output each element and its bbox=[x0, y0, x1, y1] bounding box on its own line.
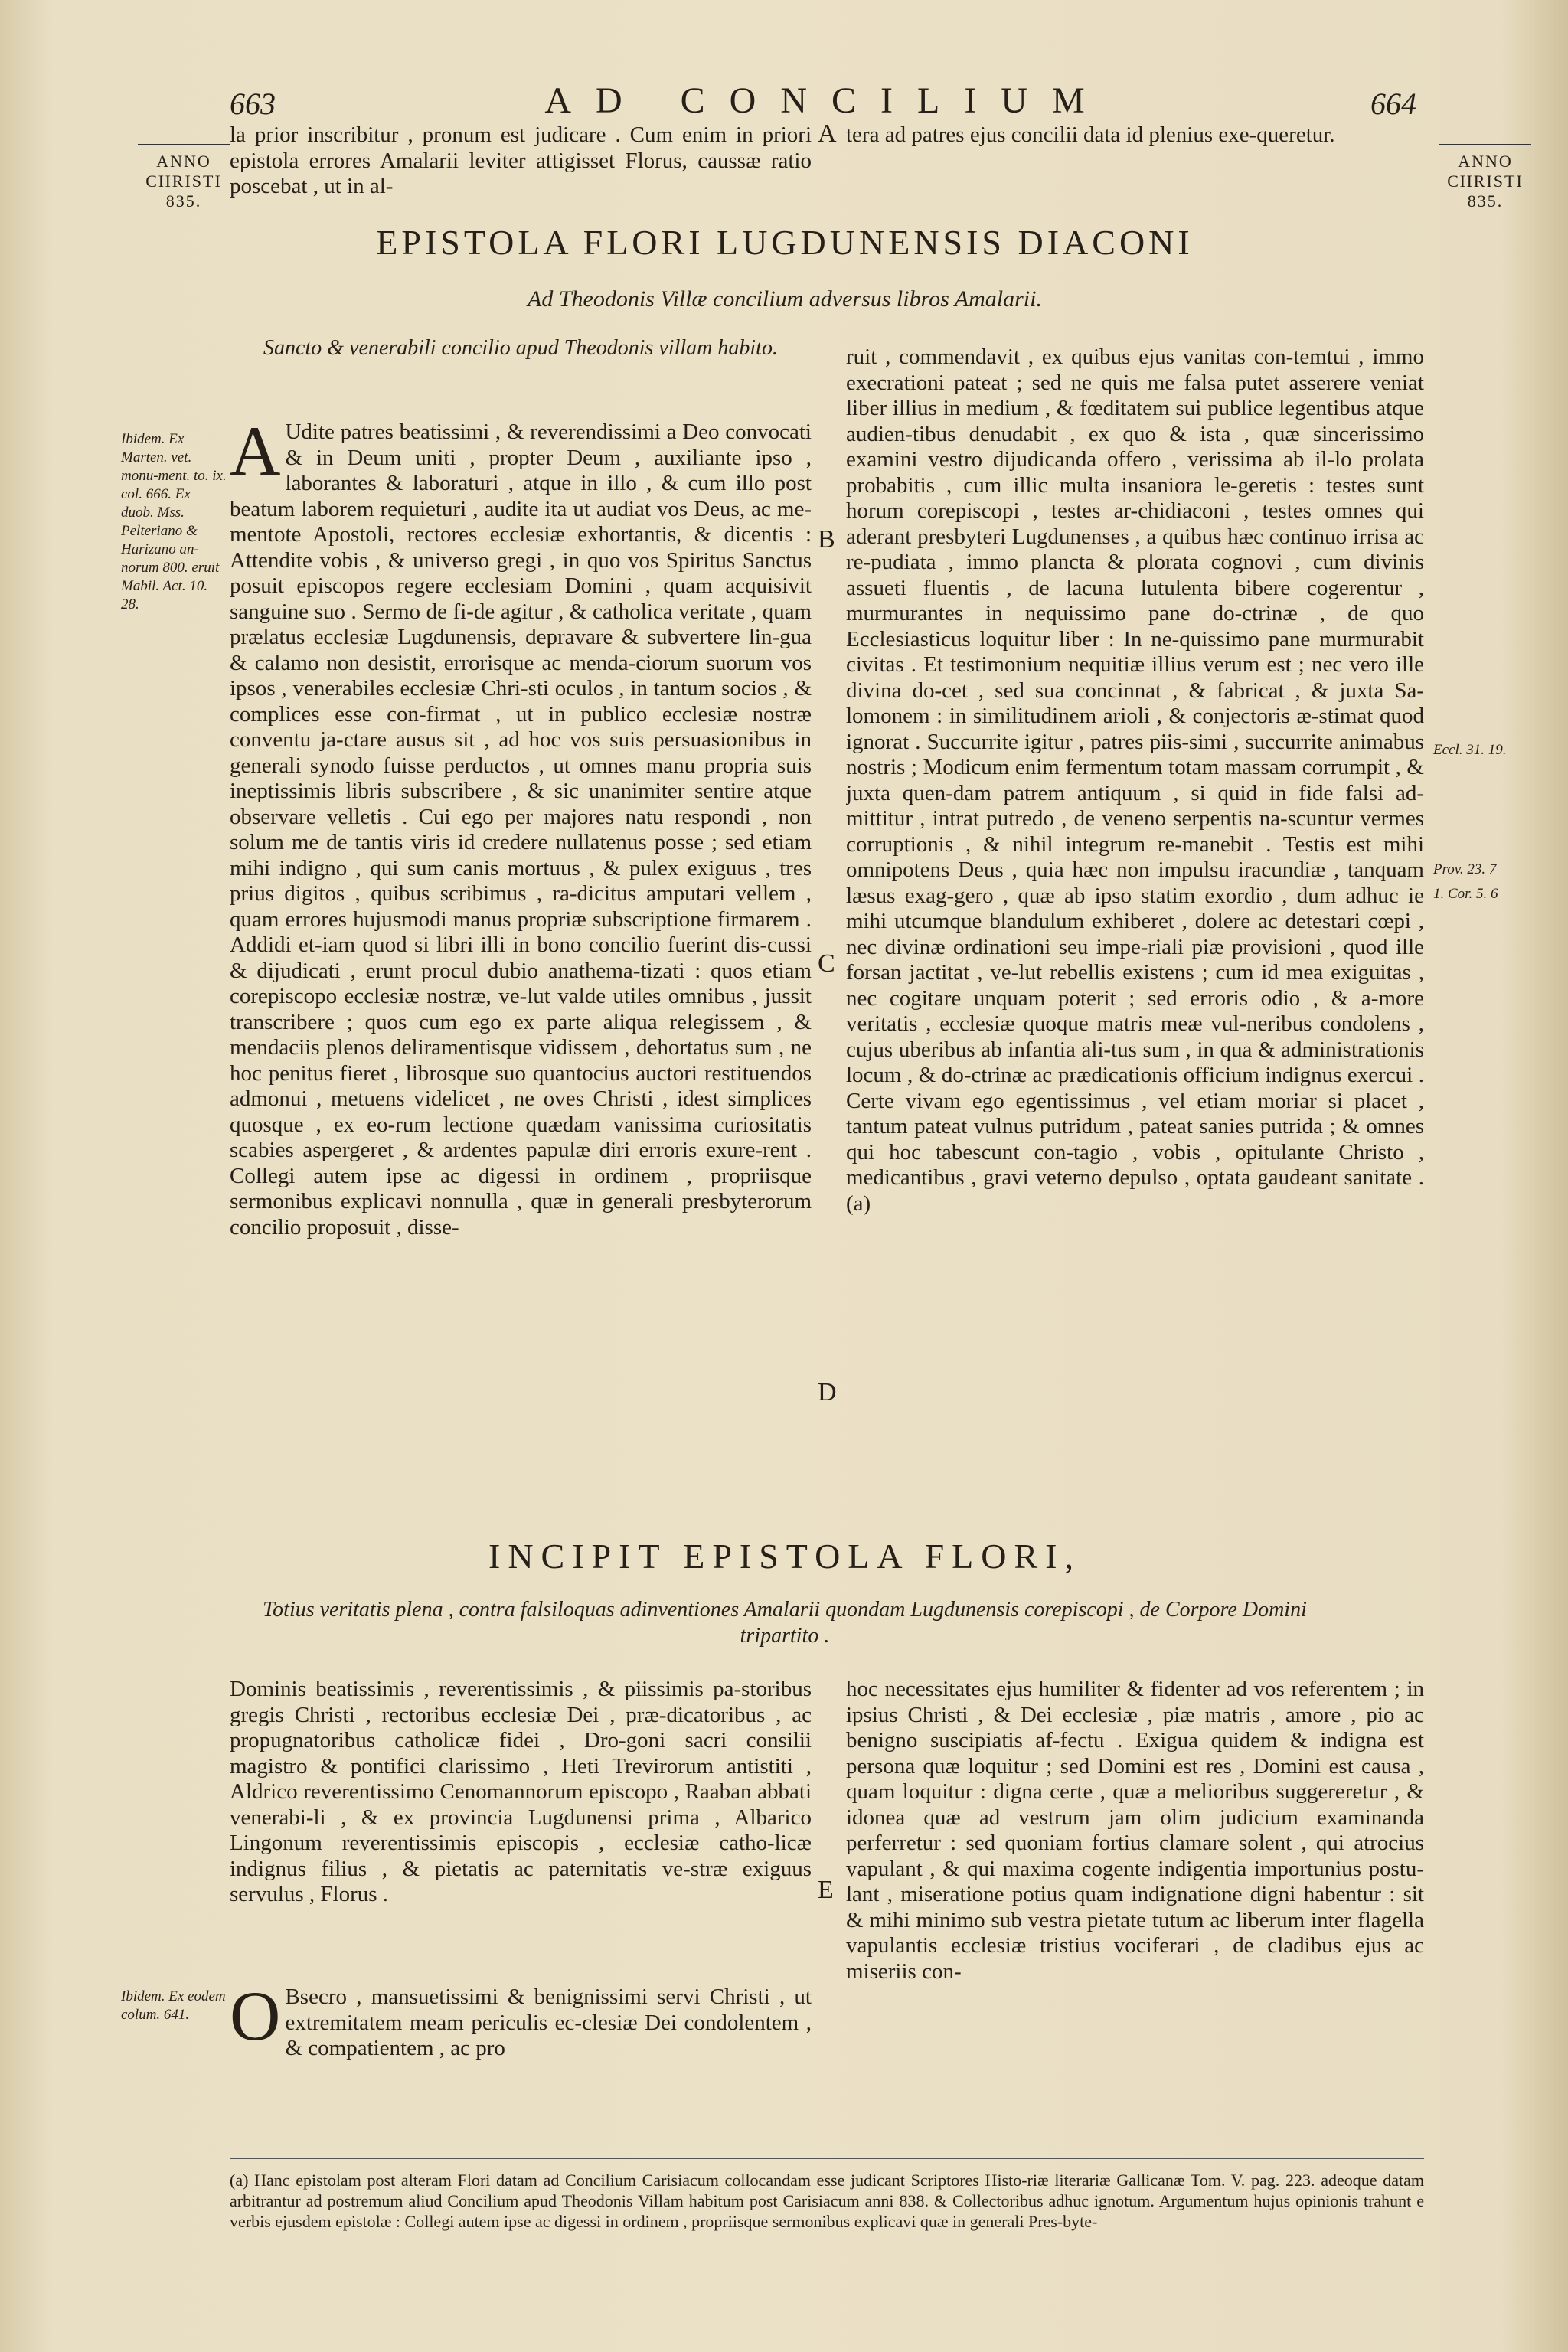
top-text-left bbox=[230, 122, 812, 200]
year-note-right bbox=[1432, 144, 1539, 211]
epistle2-subtitle: Totius veritatis plena , contra falsiloquas adinventiones Amalarii quondam Lugdunensis corepiscopi , de Corpore Domini tripartito . bbox=[263, 1598, 1307, 1648]
paragraph: tera ad patres ejus concilii data id plenius exe-queretur. bbox=[846, 122, 1335, 147]
epistle1-left-column bbox=[230, 420, 812, 1526]
paragraph: la prior inscribitur , pronum est judicare . Cum enim in priori epistola errores Amalarii leviter attigisset Florus, caussæ ratio poscebat , ut in al- bbox=[230, 122, 812, 198]
year-value: 835. bbox=[1467, 191, 1504, 211]
top-text-right bbox=[846, 122, 1424, 149]
epistle2-right-column bbox=[846, 1677, 1424, 2136]
year-value: 835. bbox=[165, 191, 202, 211]
scripture-ref-eccl: Eccl. 31. 19. bbox=[1433, 742, 1507, 758]
epistle2-title: INCIPIT EPISTOLA FLORI, bbox=[488, 1537, 1081, 1576]
section-marker-a: A bbox=[818, 119, 837, 148]
section-marker-c: C bbox=[818, 949, 835, 978]
epistle1-right-column bbox=[846, 345, 1424, 1527]
paragraph: Dominis beatissimis , reverentissimis , & piissimis pa-storibus gregis Christi , rectoribus ecclesiæ Dei , præ-dicatoribus , ac propugnatoribus catholicæ fidei , Dro-goni sacri consilii magistro & pontifici clarissimo , Heti Trevirorum antistiti , Aldrico reverentissimo Cenomannorum episcopo , Raaban abbati venerabi-li , & ex provincia Lugdunensi prima , Albarico Lingonum reverentissimis episcopis , ecclesiæ catho-licæ indignus filius , & pietatis ac paternitatis ve-stræ exiguus servulus , Florus . bbox=[230, 1677, 812, 1906]
margin-rule bbox=[138, 144, 230, 145]
scripture-ref-prov: Prov. 23. 7 bbox=[1433, 861, 1497, 877]
epistle-address: Sancto & venerabili concilio apud Theodonis villam habito. bbox=[263, 336, 778, 360]
side-note-source: Ibidem. Ex Marten. vet. monu-ment. to. ix. col. 666. Ex duob. Mss. Pelteriano & Harizano an-norum 800. eruit Mabil. Act. 10. 28. bbox=[121, 431, 227, 612]
christi-label: CHRISTI bbox=[1447, 172, 1524, 191]
drop-cap: A bbox=[230, 420, 281, 490]
epistle-subtitle: Ad Theodonis Villæ concilium adversus libros Amalarii. bbox=[528, 286, 1042, 312]
scripture-ref-cor: 1. Cor. 5. 6 bbox=[1433, 886, 1498, 902]
paragraph: Udite patres beatissimi , & reverendissimi a Deo convocati & in Deum uniti , propter Deum , auxiliante ipso , laborantes & laboraturi , atque in illo , & cum illo post beatum laborem requieturi , audite ita ut audiat vos Deus, ac me-mentote Apostoli, rectores ecclesiæ exhortantis, & dicentis : Attendite vobis , & universo gregi , in quo vos Spiritus Sanctus posuit episcopos regere ecclesiam Domini , quam acquisivit sanguine suo . Sermo de fi-de agitur , & catholica veritate , quam prælatus ecclesiæ Lugdunensis, depravare & subvertere lin-gua & calamo non desistit, errorisque ac menda-ciorum suorum vos ipsos , venerabiles ecclesiæ Chri-sti oculos , in tantum socios , & complices esse con-firmat , ut in publico ecclesiæ nostræ conventu ja-ctare ausus sit , ad hoc vos suis persuasionibus in generali synodo fuisse perductos , ut omnes manu propria suis ineptissimis libris subscribere , & sic unanimiter sentire atque observare velletis . Cui ego per majores natu respondi , non solum me de tantis viris id credere nullatenus posse ; sed etiam mihi indigno , qui sum canis mortuus , & pulex exiguus , tres prius digitos , quibus scribimus , ra-dicitus amputari vellem , quam errores hujusmodi manus propriæ subscriptione firmarem . Addidi et-iam quod si libri illi in bono concilio fuerint dis-cussi & dijudicati , erunt procul dubio anathema-tizati : quos etiam corepiscopo ecclesiæ nostræ, ve-lut valde utiles omnibus , jussit transcribere ; quos cum ego ex parte aliqua relegissem , & mendaciis plenos deliramentisque vidissem , dehortatus sum , ne hoc penitus fieret , librosque suo quantocius auctori restituendos admonui , metuens videlicet , ne oves Christi , idest simplices quosque , ex eo-rum lectione quædam vanissima curiositatis scabies aspergeret , & ardentes papulæ diri erroris exure-rent . Collegi autem ipse ac digessi in ordinem , propriisque sermonibus explicavi nonnulla , quæ in generali presbyterorum concilio proposuit , disse- bbox=[230, 420, 812, 1240]
paragraph: hoc necessitates ejus humiliter & fidenter ad vos referentem ; in ipsius Christi , & Dei ecclesiæ , piæ matris , amore , pio ac benigno suscipiatis af-fectu . Exigua quidem & indigna est persona quæ loquitur ; sed Domini est res , Domini est causa , quam loquitur : digna certe , quæ a melioribus suggereretur , & idonea quæ ad vestrum jam olim judicium examinanda perferretur : sed quoniam fortius clamare solent , qui atrocius vapulant , & qui maxima cogente indigentia importunius postu-lant , miseratione potius quam indignatione digni habentur : sit & mihi minimo sub vestra pietate tutum ac liberum inter flagella vapulantis ecclesiæ tristius vociferari , de cladibus ejus ac miseriis con- bbox=[846, 1677, 1424, 1984]
anno-label: ANNO bbox=[1458, 152, 1513, 171]
running-title: AD CONCILIUM bbox=[544, 80, 1109, 121]
footnote: (a) Hanc epistolam post alteram Flori datam ad Concilium Carisiacum collocandam esse judicant Scriptores Histo-riæ literariæ Gallicanæ Tom. V. pag. 223. adeoque datam arbitrantur ad postremum aliud Concilium apud Theodonis Villam habitum post Carisiacum anni 838. & Collectoribus adhuc ignotum. Argumentum hujus opinionis trahunt e verbis ejusdem epistolæ : Collegi autem ipse ac digessi in ordinem , propriisque sermonibus explicavi quæ in generali Pres-byte- bbox=[230, 2171, 1424, 2231]
epistle2-salutation bbox=[230, 1677, 812, 1908]
section-marker-d: D bbox=[818, 1378, 837, 1406]
paragraph: Bsecro , mansuetissimi & benignissimi servi Christi , ut extremitatem meam periculis ec-clesiæ Dei condolentem , & compatientem , ac pro bbox=[285, 1984, 812, 2060]
epistle-title: EPISTOLA FLORI LUGDUNENSIS DIACONI bbox=[376, 223, 1194, 262]
side-note-source-2: Ibidem. Ex eodem colum. 641. bbox=[121, 1988, 226, 2023]
section-marker-e: E bbox=[818, 1876, 834, 1904]
drop-cap: O bbox=[230, 1984, 281, 2055]
page-number-right: 664 bbox=[1370, 87, 1416, 121]
page-number-left: 663 bbox=[230, 87, 276, 121]
epistle2-left-body bbox=[230, 1984, 812, 2099]
year-note-left bbox=[130, 144, 237, 211]
margin-rule bbox=[1439, 144, 1531, 145]
footnote-rule bbox=[230, 2158, 1424, 2159]
anno-label: ANNO bbox=[156, 152, 211, 171]
section-marker-b: B bbox=[818, 525, 835, 554]
christi-label: CHRISTI bbox=[145, 172, 222, 191]
paragraph: ruit , commendavit , ex quibus ejus vanitas con-temtui , immo execrationi pateat ; sed ne quis me falsa putet asserere veniat liber illius in medium , & fœditatem sui publice legentibus atque audien-tibus denudabit , ex quo & ista , quæ sincerissimo examini vestro dijudicanda offero , verissima ab il-lo prolata probabitis , cum illic multa insaniora le-geretis : testes sunt horum corepiscopi , testes ar-chidiaconi , testes omnes qui aderant presbyteri Lugdunenses , a quibus hæc continuo irrisa ac re-pudiata , immo plancta & plorata cognovi , cum divinis assueti fluentis , de lacuna lutulenta bibere cogerentur , murmurantes in nequissimo pane do-ctrinæ , de quo Ecclesiasticus loquitur liber : In ne-quissimo pane murmurabit civitas . Et testimonium nequitiæ illius verum est ; nec vero ille divina do-cet , sed sua concinnat , & fabricat , & juxta Sa-lomonem : in similitudinem arioli , & conjectoris æ-stimat quod ignorat . Succurrite igitur , patres piis-simi , succurrite animabus nostris ; Modicum enim fermentum totam massam corrumpit , & juxta quen-dam patrem antiquum , si quid in fide falsi ad-mittitur , intrat putredo , de veneno serpentis na-scuntur vermes corruptionis , & nihil integrum re-manebit . Testis est mihi omnipotens Deus , quia hæc non impulsu iracundiæ , tanquam læsus exag-gero , quæ ab ipso statim exordio , dum adhuc ie mihi utcumque blandulum exhiberet , dolere ac detestari cœpi , nec divinæ ordinationi seu impe-riali piæ provisioni , quod ille forsan jactitat , ve-lut rebellis existens ; cum id mea exiguitas , nec cogitare unquam poterit ; sed erroris odio , & a-more veritatis , ecclesiæ quoque matris meæ vul-neribus condolens , cujus uberibus ab infantia ali-tus sum , in qua & administrationis locum , & do-ctrinæ ac prædicationis officium indignus exercui . Certe vivam ego egentissimus , vel etiam moriar si placet , tantum pateat vulnus putridum , pateat sanies putrida ; & omnes qui hoc tabescunt con-tagio , vobis , opitulante Christo , medicantibus , gravi veterno depulso , optata gaudeant sanitate . (a) bbox=[846, 345, 1424, 1216]
